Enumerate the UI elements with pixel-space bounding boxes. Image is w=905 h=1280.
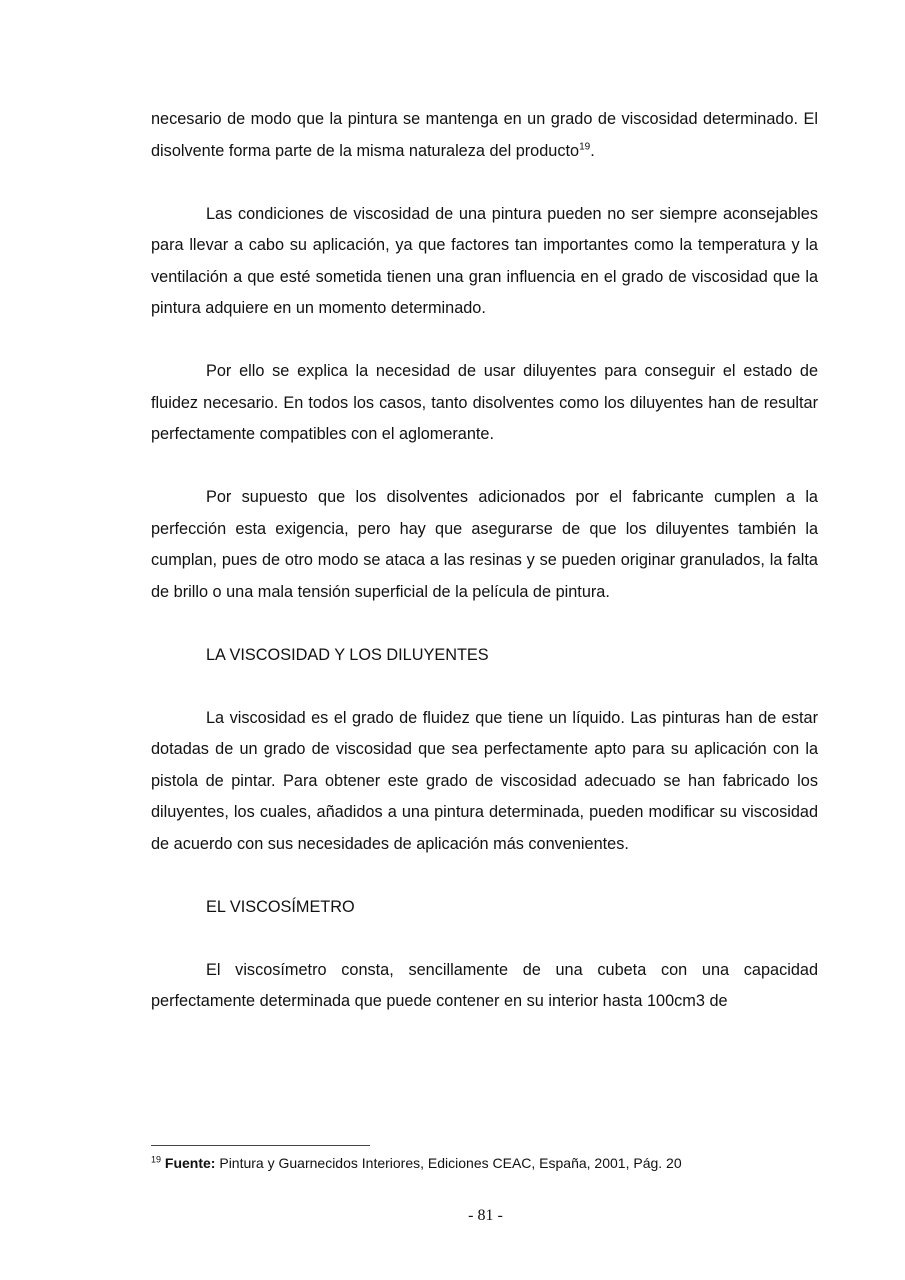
footnote	[151, 1153, 818, 1173]
footnote-label: Fuente:	[164, 1155, 216, 1171]
section-heading-viscometer: EL VISCOSÍMETRO	[206, 897, 355, 916]
paragraph-text: necesario de modo que la pintura se mantenga en un grado de viscosidad determinado. El disolvente forma parte de la misma naturaleza del producto	[151, 110, 818, 160]
footnote-number: 19	[151, 1154, 162, 1165]
document-body	[151, 104, 818, 1049]
section-heading-viscosity-diluents: LA VISCOSIDAD Y LOS DILUYENTES	[206, 645, 489, 664]
paragraph-solvents-compatibility: Por supuesto que los disolventes adicionados por el fabricante cumplen a la perfección esta exigencia, pero hay que asegurarse de que los diluyentes también la cumplan, pues de otro modo se ataca a las resinas y se pueden originar granulados, la falta de brillo o una mala tensión superficial de la película de pintura.	[151, 488, 818, 601]
paragraph-viscometer-description: El viscosímetro consta, sencillamente de una cubeta con una capacidad perfectamente determinada que puede contener en su interior hasta 100cm3 de	[151, 960, 818, 1010]
paragraph-continuation	[151, 104, 818, 167]
paragraph-diluents-need: Por ello se explica la necesidad de usar diluyentes para conseguir el estado de fluidez necesario. En todos los casos, tanto disolventes como los diluyentes han de resultar perfectamente compatibles con el aglomerante.	[151, 362, 818, 443]
footnote-reference: 19	[579, 141, 591, 153]
footnote-text: Pintura y Guarnecidos Interiores, Ediciones CEAC, España, 2001, Pág. 20	[215, 1155, 682, 1171]
footnote-separator	[151, 1145, 370, 1146]
paragraph-viscosity-definition: La viscosidad es el grado de fluidez que tiene un líquido. Las pinturas han de estar dotadas de un grado de viscosidad que sea perfectamente apto para su aplicación con la pistola de pintar. Para obtener este grado de viscosidad adecuado se han fabricado los diluyentes, los cuales, añadidos a una pintura determinada, pueden modificar su viscosidad de acuerdo con sus necesidades de aplicación más convenientes.	[151, 708, 818, 853]
page-number: - 81 -	[468, 1207, 503, 1224]
paragraph-viscosity-conditions: Las condiciones de viscosidad de una pintura pueden no ser siempre aconsejables para llevar a cabo su aplicación, ya que factores tan importantes como la temperatura y la ventilación a que esté sometida tienen una gran influencia en el grado de viscosidad que la pintura adquiere en un momento determinado.	[151, 204, 818, 317]
paragraph-end: .	[590, 141, 595, 160]
